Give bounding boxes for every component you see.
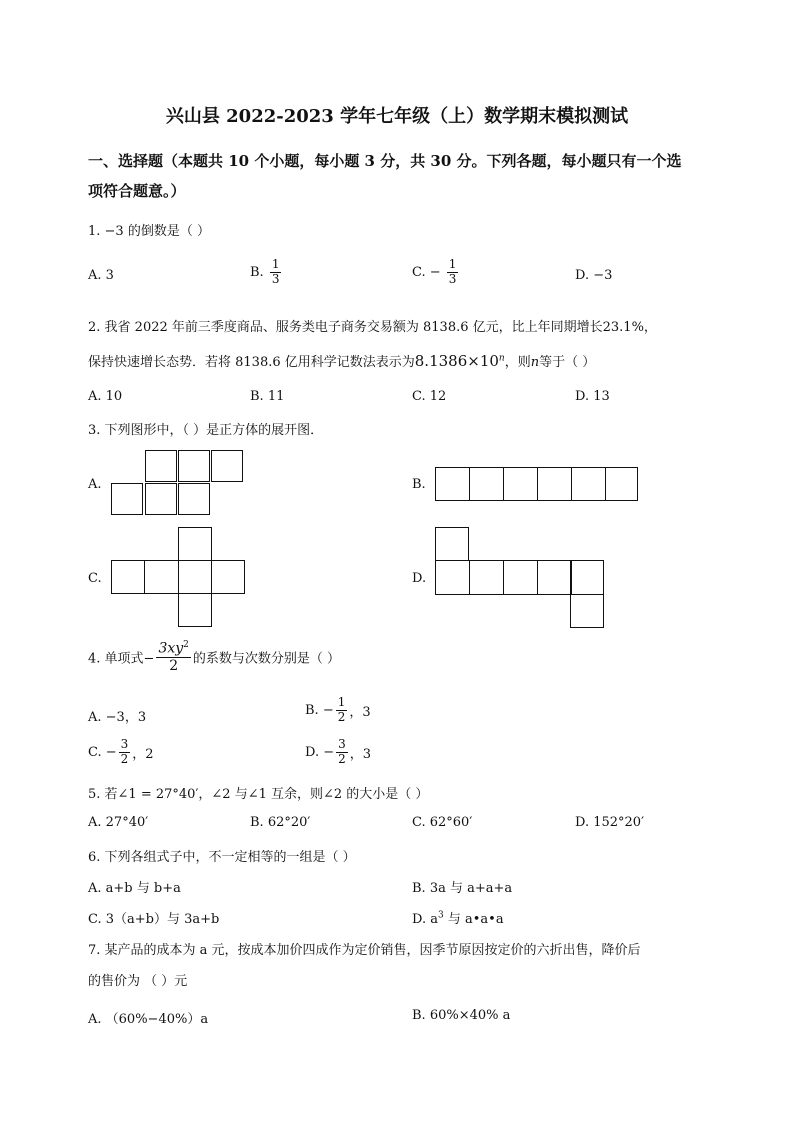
q1-option-d: D. −3 <box>575 268 613 283</box>
section-heading-line2: 项符合题意。） <box>88 182 186 200</box>
q1-option-b-label: B. <box>250 264 264 280</box>
q2-line2 <box>88 351 595 370</box>
q4-b-tail: ，3 <box>349 704 371 720</box>
q1-c-numerator: 1 <box>448 257 457 271</box>
q4-c-denominator: 2 <box>120 751 129 766</box>
q2-line2-end: 等于（ ） <box>539 355 596 370</box>
q2-line2-then: ，则 <box>504 355 531 370</box>
q7-option-b: B. 60%×40% a <box>412 1008 511 1023</box>
q4-option-a: A. −3，3 <box>88 710 147 725</box>
q4-d-denominator: 2 <box>338 751 346 766</box>
q4-d-label: D. − <box>305 744 335 760</box>
q4-b-label: B. − <box>305 702 334 718</box>
q1-c-denominator: 3 <box>448 271 457 286</box>
q2-option-c: C. 12 <box>412 389 447 404</box>
q5-option-c: C. 62°60′ <box>412 815 473 830</box>
q6-option-a: A. a+b 与 b+a <box>88 881 181 896</box>
q6-stem: 6. 下列各组式子中，不一定相等的一组是（ ） <box>88 850 356 865</box>
q4-c-tail: ，2 <box>132 746 154 762</box>
q6-option-c: C. 3（a+b）与 3a+b <box>88 912 220 927</box>
q6-option-d <box>412 908 504 927</box>
q4-c-label: C. − <box>88 744 117 760</box>
q1-b-numerator: 1 <box>271 257 280 271</box>
q2-option-d: D. 13 <box>575 389 610 404</box>
q5-stem: 5. 若∠1 = 27°40′，∠2 与∠1 互余，则∠2 的大小是（ ） <box>88 787 429 802</box>
q5-option-b: B. 62°20′ <box>250 815 311 830</box>
q6-d-exponent: 3 <box>437 910 444 921</box>
q6-d-suffix: 与 a•a•a <box>443 912 504 927</box>
page-title: 兴山县 2022-2023 学年七年级（上）数学期末模拟测试 <box>165 106 629 127</box>
q4-d-tail: ，3 <box>349 746 372 762</box>
q6-d-prefix: D. a <box>412 912 438 927</box>
q4-option-c <box>88 738 154 767</box>
q2-line2-text: 保持快速增长态势．若将 8138.6 亿用科学记数法表示为 <box>88 355 415 370</box>
q3-option-b-label: B. <box>412 477 426 492</box>
q4-stem-prefix: 4. 单项式− <box>88 651 155 667</box>
q1-option-a: A. 3 <box>88 268 114 283</box>
q5-option-d: D. 152°20′ <box>575 815 645 830</box>
q4-b-denominator: 2 <box>337 709 346 724</box>
q1-stem: 1. −3 的倒数是（ ） <box>88 224 210 239</box>
section-heading-line1: 一、选择题（本题共 10 个小题，每小题 3 分，共 30 分。下列各题，每小题只有一个选 <box>88 152 682 170</box>
q4-denominator: 2 <box>169 657 179 674</box>
q6-option-b: B. 3a 与 a+a+a <box>412 881 513 896</box>
q3-option-c-label: C. <box>88 571 102 586</box>
q3-option-d-label: D. <box>412 571 427 586</box>
q1-option-c-label: C. − <box>412 264 441 280</box>
q4-stem-suffix: 的系数与次数分别是（ ） <box>192 651 341 667</box>
q3-stem: 3. 下列图形中，（ ）是正方体的展开图． <box>88 423 324 438</box>
q2-variable: n <box>530 355 540 370</box>
q2-option-b: B. 11 <box>250 389 285 404</box>
q2-exponent: n <box>498 353 505 364</box>
q7-option-a: A. （60%−40%）a <box>88 1012 209 1027</box>
q4-b-numerator: 1 <box>337 695 346 709</box>
q1-option-b <box>250 258 283 287</box>
q7-line2: 的售价为 （ ）元 <box>88 974 188 989</box>
q1-option-c <box>412 258 460 287</box>
q4-numerator-exp: 2 <box>183 640 189 650</box>
q4-option-b <box>305 696 371 725</box>
q4-numerator: 3xy <box>158 640 184 657</box>
q4-stem <box>88 640 340 674</box>
q5-option-a: A. 27°40′ <box>88 815 149 830</box>
q2-sci-notation: 8.1386×10 <box>414 352 499 370</box>
q4-option-d <box>305 738 371 767</box>
q7-line1: 7. 某产品的成本为 a 元，按成本加价四成作为定价销售，因季节原因按定价的六折出售，降价后 <box>88 943 641 958</box>
q3-option-a-label: A. <box>88 477 102 492</box>
q2-option-a: A. 10 <box>88 389 123 404</box>
q4-d-numerator: 3 <box>338 737 346 751</box>
q4-c-numerator: 3 <box>120 737 129 751</box>
q2-line1: 2. 我省 2022 年前三季度商品、服务类电子商务交易额为 8138.6 亿元，比上年同期增长23.1%， <box>88 320 657 335</box>
q1-b-denominator: 3 <box>271 271 280 286</box>
